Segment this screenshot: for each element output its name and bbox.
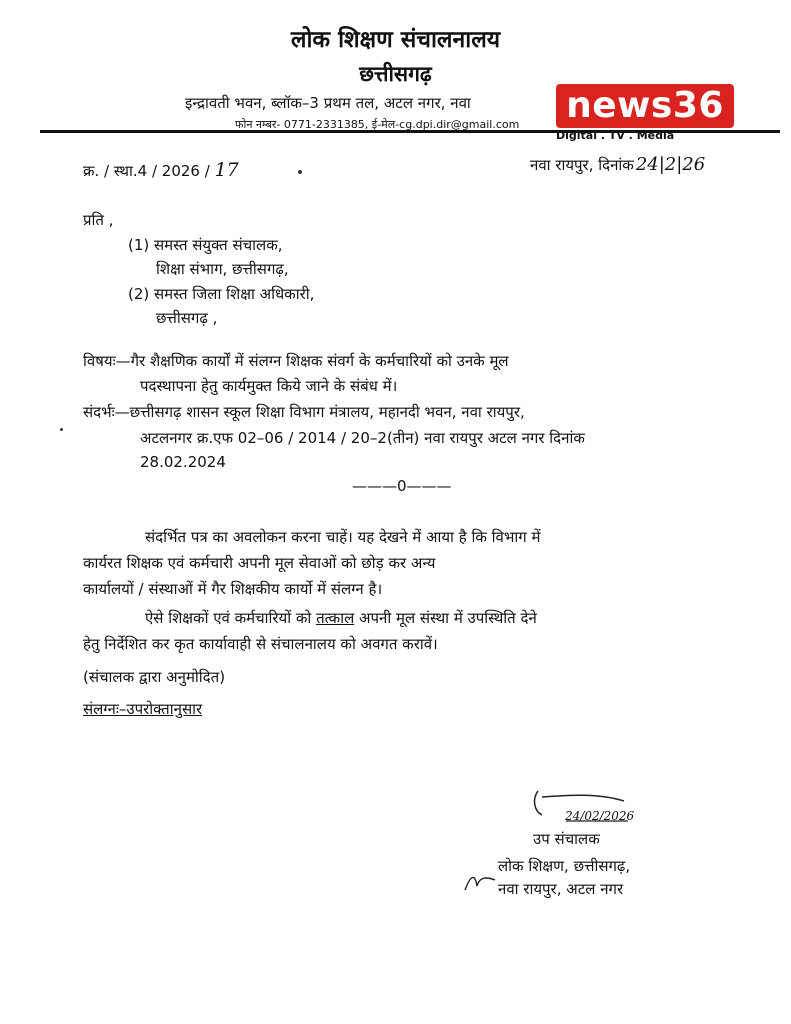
office-address: इन्द्रावती भवन, ब्लॉक–3 प्रथम तल, अटल नगर, नवा — [185, 94, 471, 112]
reference-letter-date: 28.02.2024 — [140, 453, 226, 471]
reference-letter-line-2: अटलनगर क्र.एफ 02–06 / 2014 / 20–2(तीन) नवा रायपुर अटल नगर दिनांक — [140, 429, 585, 447]
para2-text-post: अपनी मूल संस्था में उपस्थिति देने — [354, 609, 537, 627]
para2-line-2: हेतु निर्देशित कर कृत कार्यावाही से संचालनालय को अवगत करावें। — [83, 635, 438, 653]
news36-logo — [556, 84, 734, 128]
para2-emphasis: तत्काल — [316, 609, 355, 627]
signatory-place: नवा रायपुर, अटल नगर — [498, 880, 624, 898]
reference-date — [530, 154, 705, 175]
reference-letter-line-1: संदर्भः—छत्तीसगढ़ शासन स्कूल शिक्षा विभाग मंत्रालय, महानदी भवन, नवा रायपुर, — [83, 403, 525, 421]
state-title: छत्तीसगढ़ — [359, 62, 432, 86]
subject-line-2: पदस्थापना हेतु कार्यमुक्त किये जाने के संबंध में। — [140, 377, 398, 395]
logo-brand: news — [566, 85, 673, 126]
para1-line-1: संदर्भित पत्र का अवलोकन करना चाहें। यह देखने में आया है कि विभाग में — [145, 528, 541, 546]
addressee-1-place: शिक्षा संभाग, छत्तीसगढ़, — [156, 260, 289, 278]
place-date-label: नवा रायपुर, दिनांक — [530, 156, 634, 174]
signatory-office: लोक शिक्षण, छत्तीसगढ़, — [498, 857, 631, 875]
office-title: लोक शिक्षण संचालनालय — [290, 27, 501, 53]
para2-line-1 — [145, 608, 537, 628]
handwritten-number: 17 — [214, 159, 239, 181]
prati-label: प्रति , — [83, 211, 114, 229]
addressee-1: (1) समस्त संयुक्त संचालक, — [128, 236, 283, 254]
handwritten-date: 24|2|26 — [635, 154, 706, 175]
reference-number — [83, 159, 239, 181]
para1-line-2: कार्यरत शिक्षक एवं कर्मचारी अपनी मूल सेवाओं को छोड़ कर अन्य — [83, 554, 436, 572]
dot-mark — [60, 428, 63, 431]
addressee-2: (2) समस्त जिला शिक्षा अधिकारी, — [128, 285, 315, 303]
initials-scribble-icon — [463, 872, 497, 894]
separator: ———0——— — [352, 477, 452, 495]
para1-line-3: कार्यालयों / संस्थाओं में गैर शिक्षकीय कार्यो में संलग्न है। — [83, 580, 383, 598]
dot-mark — [298, 170, 302, 174]
addressee-2-place: छत्तीसगढ़ , — [156, 309, 218, 327]
approval-note: (संचालक द्वारा अनुमोदित) — [83, 668, 226, 686]
enclosure-note: संलग्नः–उपरोक्तानुसार — [83, 700, 203, 718]
signature-date: 24/02/2026 — [565, 809, 635, 823]
para2-text-pre: ऐसे शिक्षकों एवं कर्मचारियों को — [145, 609, 317, 627]
reference-number-text: क्र. / स्था.4 / 2026 / — [83, 162, 215, 180]
logo-number: 36 — [672, 85, 724, 126]
subject-line-1: विषयः—गैर शैक्षणिक कार्यों में संलग्न शिक्षक संवर्ग के कर्मचारियों को उनके मूल — [83, 352, 509, 370]
signatory-designation: उप संचालक — [533, 830, 600, 848]
logo-tagline: Digital . TV . Media — [556, 129, 675, 142]
contact-line: फोन नम्बर- 0771-2331385, ई-मेल-cg.dpi.dir@gmail.com — [235, 118, 520, 131]
